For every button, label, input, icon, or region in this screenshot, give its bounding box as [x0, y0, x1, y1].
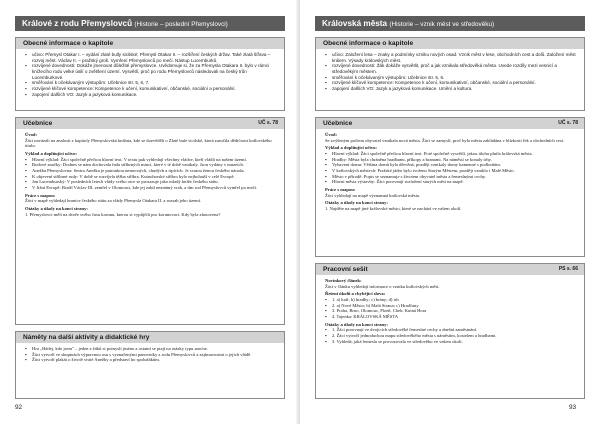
chapter-title-bar	[15, 16, 285, 31]
right-page	[300, 0, 600, 424]
lecture-label: Výklad a doplňující učivo:	[325, 145, 377, 151]
activities-heading: Náměty na další aktivity a didaktické hry	[16, 332, 284, 343]
lecture-item: ▪ Hlavní města výstavby: Žáci porovnají rozložení starých měst na mapě.	[325, 179, 578, 185]
questions-text: 1. Najděte na mapě jiné královské město, které se nachází ve vašem okolí.	[325, 205, 462, 211]
general-info-list	[16, 49, 284, 100]
question-item: ▪ 1. Žáci porovnají ve dvojicích středověké řemeslné cechy a dnešní zaměstnání.	[325, 327, 578, 333]
intro-text: Se zvýšeným počtem obyvatel vznikala nová města. Žáci se zamyslí, proč byla města zakládána v blízkosti řek a obchodních cest.	[325, 137, 565, 143]
textbook-content	[16, 129, 284, 220]
lecture-item: ▪ Vybavení domu: Většina domů byla dřevěná, později vznikaly domy kamenné s podloubím.	[325, 162, 578, 168]
question-item: ▪ 2. Žáci vytvoří jednoduchou mapu středověkého města s náměstím, kostelem a hradbami.	[325, 333, 578, 339]
lecture-label: Výklad a doplňující učivo:	[25, 150, 77, 156]
solutions-label: Řešení úkolů a chybějící slova:	[325, 291, 386, 297]
page-number: 93	[569, 404, 577, 411]
general-info-box	[15, 37, 285, 111]
textbook-box	[315, 117, 585, 257]
news-label: Novinkový článek:	[325, 278, 362, 283]
info-item: ▪ učivo: Přemysl Otakar I. – vydání zlaté bully sicilské; Přemysl Otakar II. – rozšíření českých držav. Také zlatá šířava – rozvoj měst. Václav II. – pražský groš. Vymření Přemyslovců po meči. Nástup Lucemburků.	[25, 52, 278, 63]
textbook-title: Učebnice	[23, 120, 53, 127]
lecture-item: ▪ Hlavní výklad: Žáci společně přečtou hlavní text. V textu pak vyhledají všechny vládce, kteří vládli na našem území.	[25, 157, 278, 163]
news-text: Žáci v článku vyhledají informace o vzniku královských měst.	[325, 283, 440, 289]
info-item: ▪ zapojení dalších VO: Jazyk a jazyková komunikace. Umění a kultura.	[325, 86, 578, 92]
info-item: ▪ směřování k očekávaným výstupům: Učebnice str. 5, 6.	[325, 75, 578, 81]
textbook-content	[316, 129, 584, 215]
questions-text: 1. Přemyslovci měli na dvoře svého času korunu, kterou si vypůjčili pro korunovaci. Kdy byla zhotovena?	[25, 211, 221, 217]
solution-item: ▪ 2. a) Nové Město; b) Malá Strana; c) Hradčany	[325, 303, 578, 309]
general-info-heading: Obecné informace o kapitole	[16, 38, 284, 49]
info-item: ▪ učivo: Založení lesa – znaky a podmínky vzniku nových osad. Vznik měst v lese, obchodních cest a dolů. Založení měst králem. Výsady královských měst.	[325, 52, 578, 63]
lecture-item: ▪ Bodové značky: Dodnes se nám dochovala řada stříbrných mincí, které v té době vznikaly. Jsou vydány v muzeích.	[25, 162, 278, 168]
map-work-text: Žáci vyhledají na mapě významná královská města.	[325, 192, 421, 198]
activity-item: ▪ Žáci vytvoří ve skupinách výpravnou osu s vyznačenými panovníky z rodu Přemyslovců a zajímavostmi o jejich vládě.	[25, 352, 278, 358]
solution-item: ▪ 3. Praha, Brno, Olomouc, Plzeň, Cheb, Kutná Hora	[325, 308, 578, 314]
info-item: ▪ směřování k očekávaným výstupům: Učebnice str. 5, 6, 7.	[25, 80, 278, 86]
chapter-title-bar	[315, 16, 585, 31]
textbook-page-ref: UČ s. 78	[558, 120, 578, 126]
chapter-subtitle: (Historie – poslední Přemyslovci)	[134, 21, 228, 28]
textbook-heading	[316, 118, 584, 129]
map-work-label: Práce s mapou:	[325, 186, 356, 192]
chapter-title: Královská města	[322, 19, 388, 28]
workbook-title: Pracovní sešit	[323, 266, 368, 273]
activities-box	[15, 331, 285, 399]
textbook-title: Učebnice	[323, 120, 353, 127]
lecture-item: ▪ Jan Lucemburský: V posledních letech vlády svého otce se prosazuje jako mladý kníže českého státu.	[25, 179, 278, 185]
questions-label: Otázky a úkoly na konci strany:	[25, 205, 88, 211]
chapter-title: Králové z rodu Přemyslovců	[22, 19, 133, 28]
textbook-page-ref: UČ s. 78	[258, 120, 278, 126]
info-item: ▪ rozvíjené dovednosti: Žák dokáže vysvětlit, proč a jak vznikala středověká města. Uvede rozdíly mezi vesnicí a středověkým městem.	[325, 63, 578, 74]
general-info-heading: Obecné informace o kapitole	[316, 38, 584, 49]
lecture-item: ▪ V královských městech: Pražské jádro bylo tvořeno Starým Městem, později vzniklo i Malé Město.	[325, 168, 578, 174]
map-work-text: Žáci v mapě vyhledají hranice českého státu za vlády Přemysla Otakara II. a rozsah jeho území.	[25, 198, 202, 204]
info-item: ▪ rozvíjené klíčové kompetence: Kompetence k učení, komunikativní, občanské, sociální a personální.	[25, 86, 278, 92]
general-info-list	[316, 49, 584, 95]
map-work-label: Práce s mapou:	[25, 192, 56, 198]
activities-list	[16, 343, 284, 366]
textbook-heading	[16, 118, 284, 129]
lecture-item: ▪ V Jižní Evropě: Bratří Václav III. zemřel v Olomouci, kde jej zabil neznámý vrah, a tím rod Přemyslovců vymřel po meči.	[25, 185, 278, 191]
lecture-item: ▪ Anežka Přemyslovna: Sestra Anežka je patronkou nemocných, chudých a trpících. Je svatou ženou českého národa.	[25, 168, 278, 174]
lecture-item: ▪ Město v přírodě: Popis se seznamuje s životem obyvatel města a řemeslnými cechy.	[325, 174, 578, 180]
info-item: ▪ rozvíjené klíčové kompetence: Kompetence k učení, komunikativní, občanské, sociální a personální.	[325, 80, 578, 86]
questions-label: Otázky a úkoly na konci strany:	[325, 200, 388, 206]
workbook-box	[315, 263, 585, 399]
textbook-box	[15, 117, 285, 325]
workbook-content	[316, 275, 584, 347]
page-number: 92	[15, 404, 23, 411]
solution-item: ▪ 4. Tajenka: KRÁLOVSKÁ MĚSTA	[325, 314, 578, 320]
solution-item: ▪ 1. a) král; b) hradby; c) brány; d) trh	[325, 297, 578, 303]
intro-label: Úvod:	[325, 132, 337, 137]
question-item: ▪ 3. Vyhledá, jaká řemesla se provozovala ve středověku ve vašem okolí.	[325, 339, 578, 345]
activity-item: ▪ Hra „Hádej, kdo jsem" – jeden z žáků si pomyslí jméno a ostatní se ptají na otázky typu ano/ne.	[25, 346, 278, 352]
intro-label: Úvod:	[25, 132, 37, 137]
workbook-heading	[316, 264, 584, 275]
lecture-item: ▪ Hlavní výklad: Žáci společně přečtou hlavní text. Poté společně vysvětlí, jakou úlohu plnila královská města.	[325, 151, 578, 157]
info-item: ▪ zapojení dalších VO: Jazyk a jazyková komunikace.	[25, 92, 278, 98]
questions-label: Otázky a úkoly na konci strany:	[325, 321, 388, 327]
general-info-box	[315, 37, 585, 111]
info-item: ▪ rozvíjené dovednosti: Dokáže jmenovat důležité přemyslovce. Uvědomuje si, že za Přemysla Otakara II. bylo v rámci knížecího rodu velké úsilí o zvětšení území. Vysvětlí, proč po rodu Přemyslovců následovali na český trůn Lucemburkové.	[25, 63, 278, 80]
activity-item: ▪ Žáci vytvoří plakát o životě svaté Anežky a představí ho spolužákům.	[25, 357, 278, 363]
chapter-subtitle: (Historie – vznik měst ve středověku)	[389, 21, 495, 28]
lecture-item: ▪ K objevení stříbrné rudy: V době se rozvíjela těžba stříbra. Kutnohorské stříbro bylo nejbohatší v celé Evropě.	[25, 174, 278, 180]
workbook-page-ref: PS s. 66	[558, 266, 578, 272]
lecture-item: ▪ Hradby: Města byla chráněna hradbami, příkopy a branami. Na náměstí se konaly trhy.	[325, 157, 578, 163]
intro-text: Žáci navázali na znalosti z kapitoly Přemyslovská knížata, kde se dozvěděli o Zlaté bule sicilské, která zaručila dědičnost královského titulu.	[25, 137, 272, 149]
